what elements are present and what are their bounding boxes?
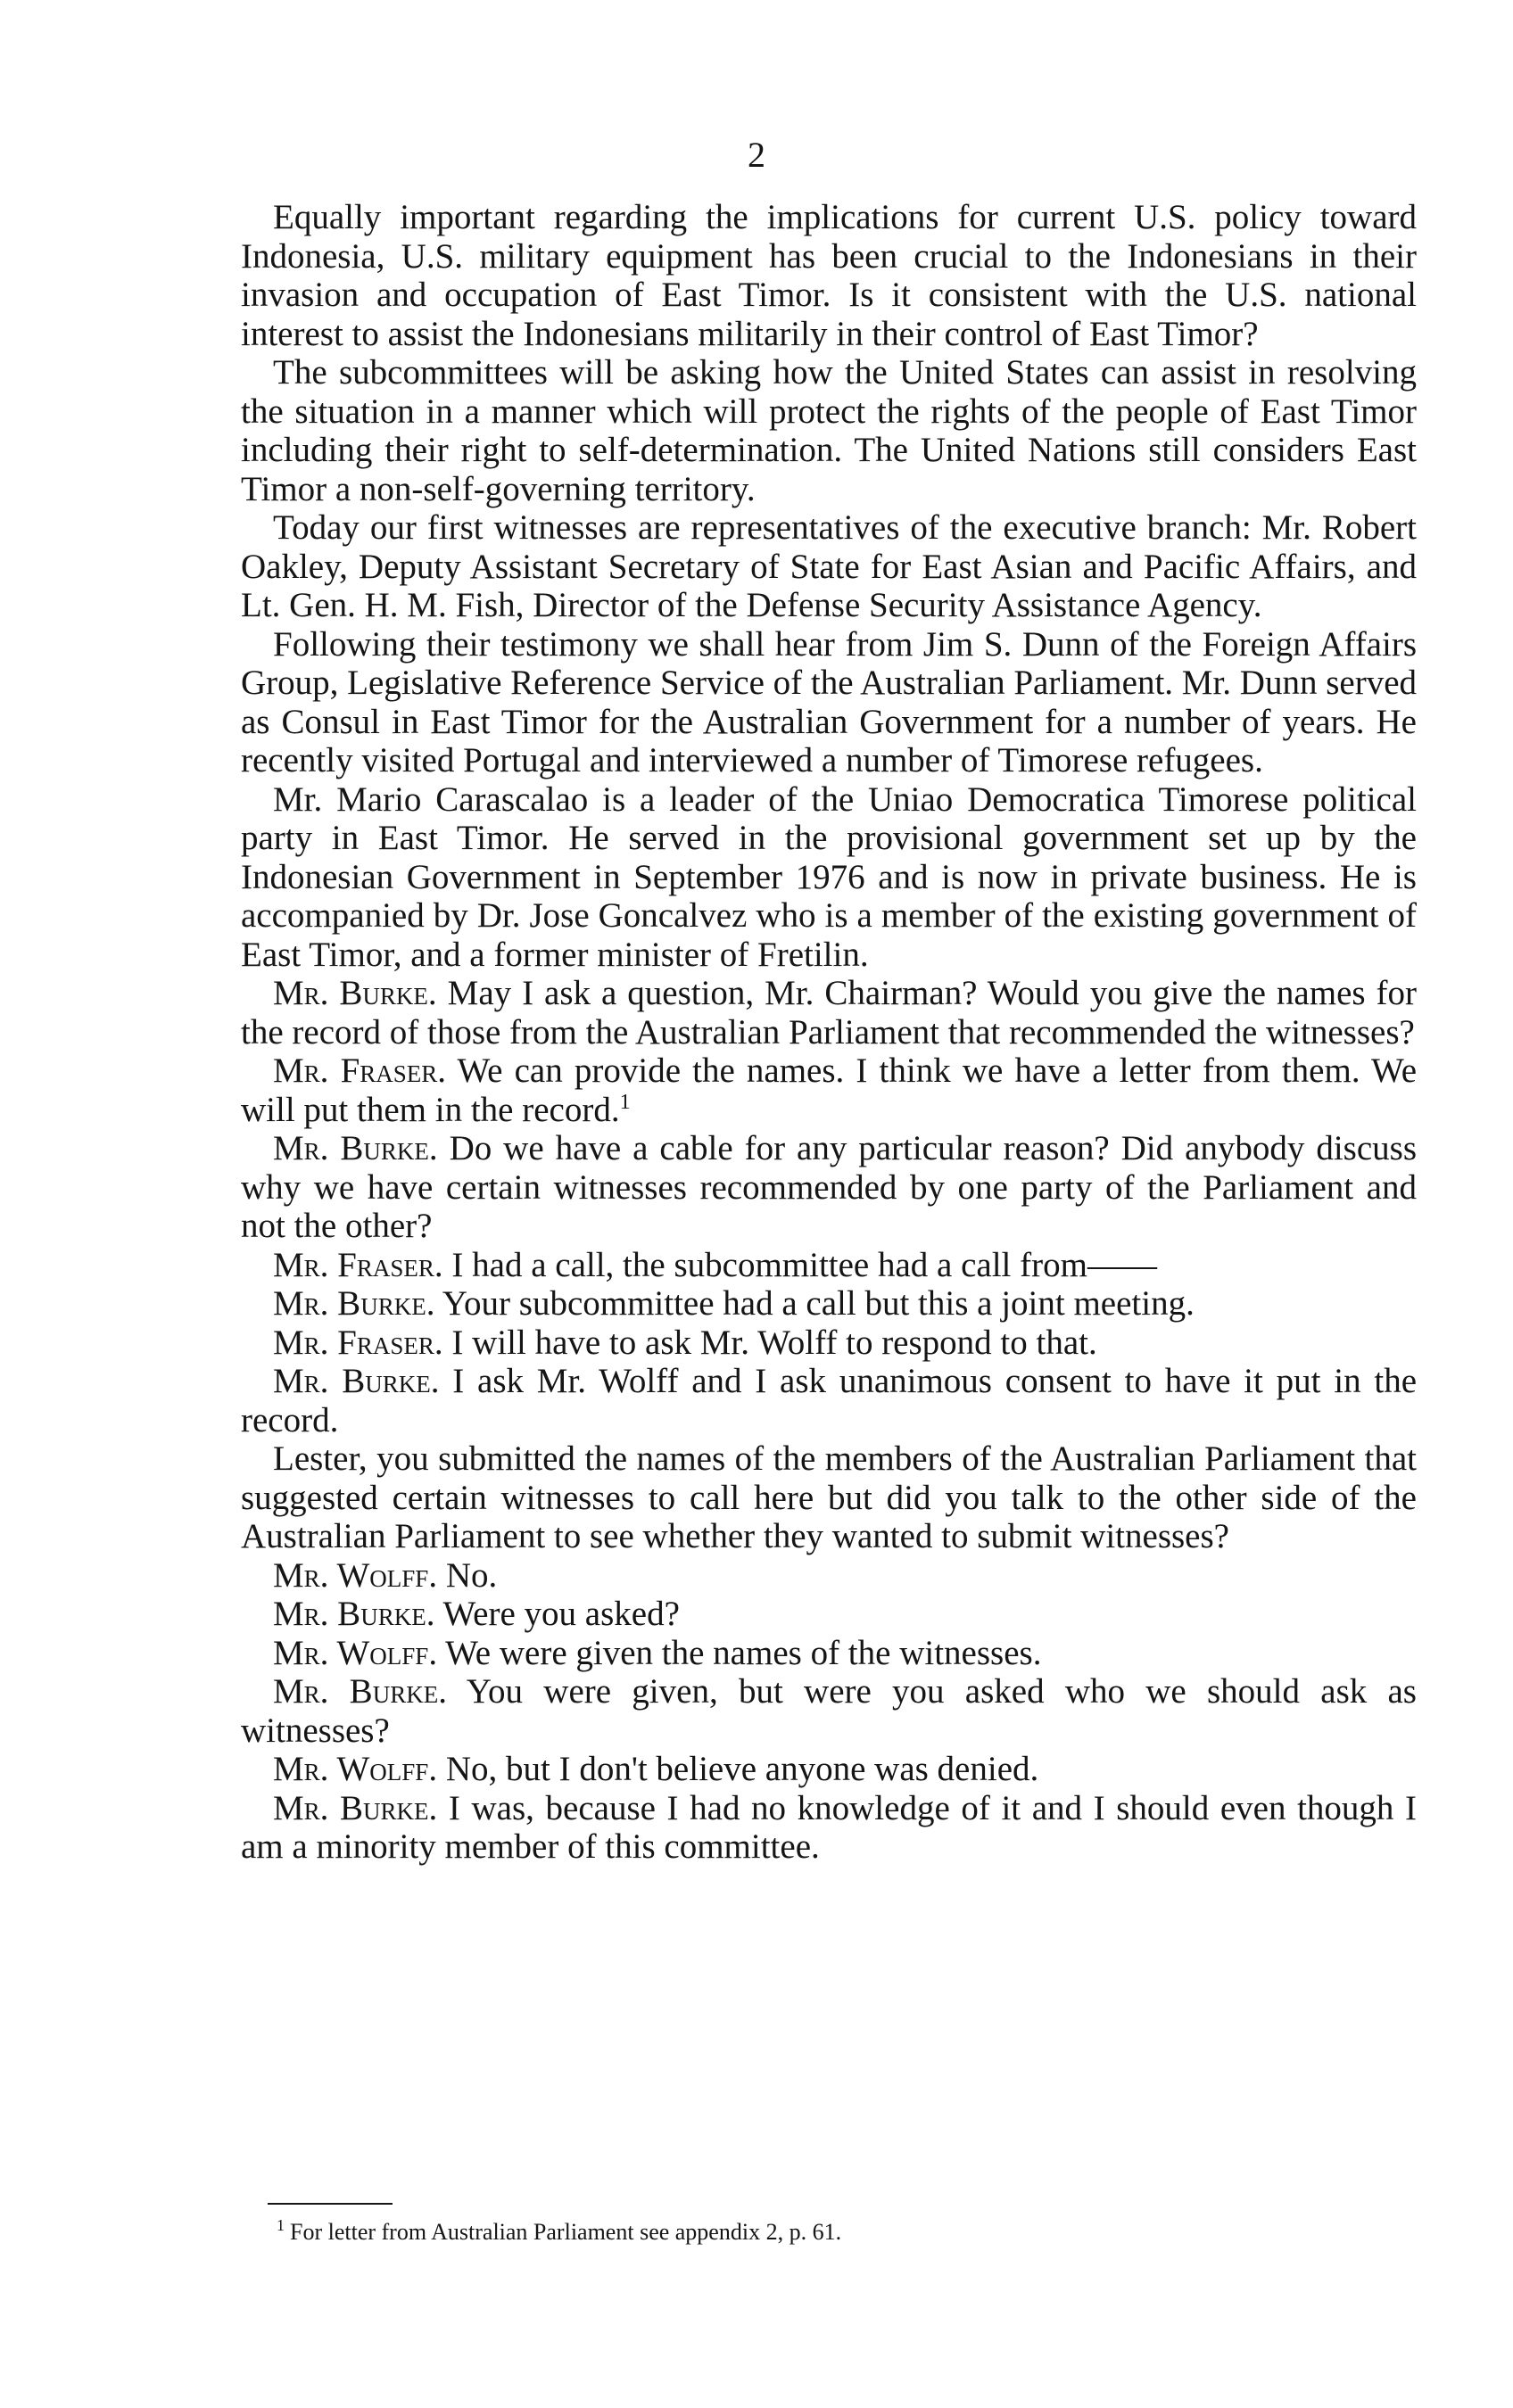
dialogue-line bbox=[241, 1556, 1417, 1596]
speaker-name: Mr. Fraser. bbox=[273, 1323, 443, 1362]
dialogue-text: Your subcommittee had a call but this a joint meeting. bbox=[442, 1284, 1195, 1323]
speaker-name: Mr. Wolff. bbox=[273, 1633, 438, 1672]
paragraph-text: Following their testimony we shall hear from Jim S. Dunn of the Foreign Affairs Group, Legislative Reference Service of the Australian Parliament. Mr. Dunn served as Consul in East Timor for the Australian Government for a number of years. He recently visited Portugal and interviewed a number of Timorese refugees. bbox=[241, 624, 1418, 779]
paragraph-text: Today our first witnesses are representatives of the executive branch: Mr. Robert Oakley, Deputy Assistant Secretary of State for East Asian and Pacific Affairs, and Lt. Gen. H. M. Fish, Director of the Defense Security Assistance Agency. bbox=[241, 508, 1417, 624]
footnote-mark: 1 bbox=[277, 2216, 285, 2235]
paragraph bbox=[241, 508, 1417, 625]
paragraph bbox=[241, 198, 1417, 353]
footnote bbox=[277, 2218, 1347, 2247]
dialogue-text: Do we have a cable for any particular reason? Did anybody discuss why we have certain witnesses recommended by one party of the Parliament and not the other? bbox=[241, 1129, 1417, 1245]
body-text bbox=[241, 198, 1417, 1867]
dialogue-line bbox=[241, 1789, 1417, 1867]
paragraph bbox=[241, 625, 1417, 780]
paragraph-text: Lester, you submitted the names of the members of the Australian Parliament that suggested certain witnesses to call here but did you talk to the other side of the Australian Parliament to see whether they wanted to submit witnesses? bbox=[241, 1439, 1417, 1555]
paragraph-text: Equally important regarding the implications for current U.S. policy toward Indonesia, U.S. military equipment has been crucial to the Indonesians in their invasion and occupation of East Timor. Is it consistent with the U.S. national interest to assist the Indonesians militarily in their control of East Timor? bbox=[241, 198, 1417, 353]
speaker-name: Mr. Burke. bbox=[273, 1129, 438, 1167]
dialogue-line bbox=[241, 1595, 1417, 1634]
paragraph-text: The subcommittees will be asking how the United States can assist in resolving the situation in a manner which will protect the rights of the people of East Timor including their right to self-determination. The United Nations still considers East Timor a non-self-governing territory. bbox=[241, 353, 1417, 508]
dialogue-text: I had a call, the subcommittee had a call from—— bbox=[451, 1245, 1157, 1284]
dialogue-line bbox=[241, 1129, 1417, 1246]
dialogue-line bbox=[241, 1750, 1417, 1789]
dialogue-line bbox=[241, 1362, 1417, 1439]
dialogue-text: I was, because I had no knowledge of it and I should even though I am a minority member of this committee. bbox=[241, 1788, 1418, 1866]
dialogue-text: May I ask a question, Mr. Chairman? Would you give the names for the record of those from the Australian Parliament that recommended the witnesses? bbox=[241, 974, 1417, 1051]
speaker-name: Mr. Burke. bbox=[273, 1362, 440, 1400]
dialogue-line bbox=[241, 974, 1417, 1051]
speaker-name: Mr. Burke. bbox=[273, 1788, 438, 1827]
dialogue-text: No. bbox=[445, 1555, 498, 1595]
paragraph-text: Mr. Mario Carascalao is a leader of the Uniao Democratica Timorese political party in East Timor. He served in the provisional government set up by the Indonesian Government in September 1976 and is now in private business. He is accompanied by Dr. Jose Goncalvez who is a member of the existing government of East Timor, and a former minister of Fretilin. bbox=[241, 779, 1417, 974]
speaker-name: Mr. Burke. bbox=[273, 1595, 435, 1633]
footnote-divider bbox=[268, 2203, 393, 2205]
dialogue-text: We can provide the names. I think we have a letter from them. We will put them in the record. bbox=[241, 1051, 1418, 1129]
speaker-name: Mr. Wolff. bbox=[273, 1555, 438, 1595]
dialogue-text: No, but I don't believe anyone was denied. bbox=[445, 1750, 1039, 1788]
page-number: 2 bbox=[748, 135, 765, 175]
paragraph bbox=[241, 780, 1417, 975]
speaker-name: Mr. Burke. bbox=[273, 1284, 435, 1323]
dialogue-line bbox=[241, 1051, 1417, 1129]
speaker-name: Mr. Wolff. bbox=[273, 1750, 438, 1788]
footnote-text: For letter from Australian Parliament see appendix 2, p. 61. bbox=[290, 2219, 842, 2245]
paragraph bbox=[241, 1439, 1417, 1556]
dialogue-line bbox=[241, 1634, 1417, 1673]
speaker-name: Mr. Burke. bbox=[273, 974, 437, 1012]
dialogue-text: Were you asked? bbox=[442, 1595, 680, 1633]
speaker-name: Mr. Fraser. bbox=[273, 1051, 447, 1090]
dialogue-line bbox=[241, 1672, 1417, 1750]
dialogue-text: You were given, but were you asked who we should ask as witnesses? bbox=[241, 1672, 1417, 1750]
paragraph bbox=[241, 353, 1417, 508]
dialogue-text: I ask Mr. Wolff and I ask unanimous consent to have it put in the record. bbox=[241, 1362, 1418, 1439]
dialogue-text: I will have to ask Mr. Wolff to respond to that. bbox=[451, 1323, 1097, 1362]
dialogue-line bbox=[241, 1324, 1417, 1363]
dialogue-line bbox=[241, 1246, 1417, 1285]
dialogue-text: We were given the names of the witnesses. bbox=[445, 1633, 1042, 1672]
footnote-reference: 1 bbox=[619, 1090, 631, 1114]
speaker-name: Mr. Fraser. bbox=[273, 1245, 443, 1284]
speaker-name: Mr. Burke. bbox=[273, 1672, 447, 1711]
dialogue-line bbox=[241, 1284, 1417, 1324]
